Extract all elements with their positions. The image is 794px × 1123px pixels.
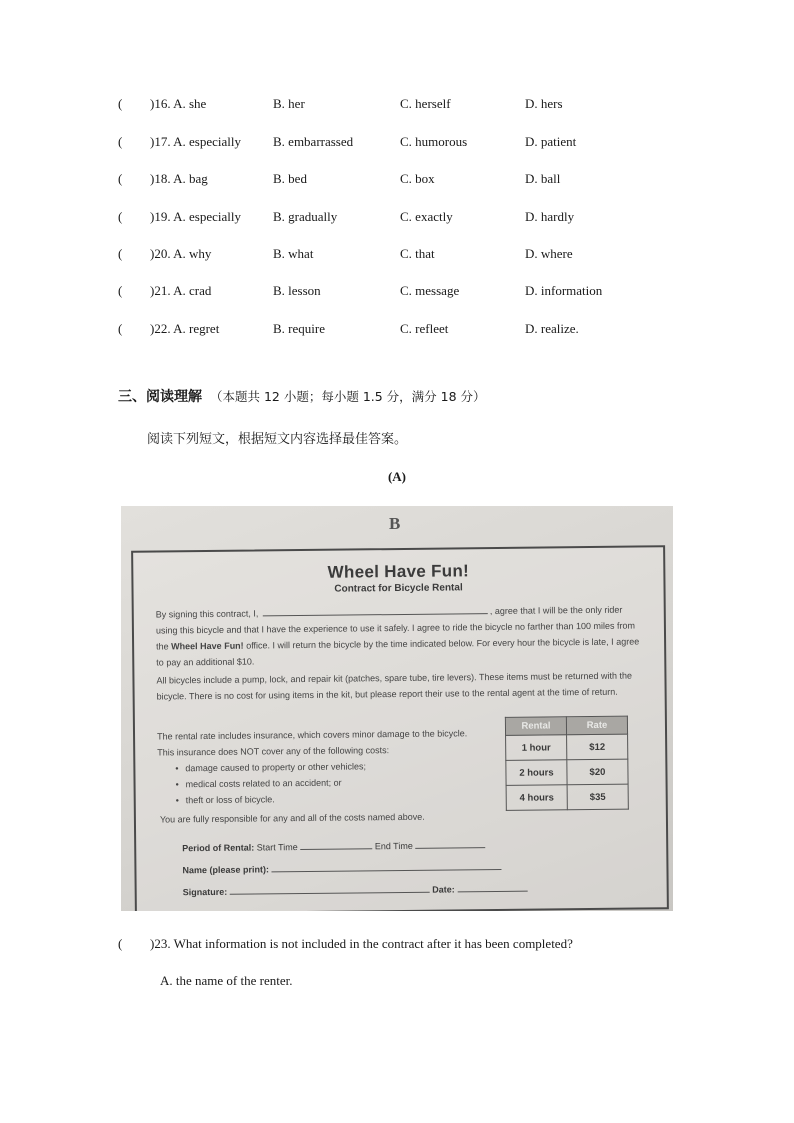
signature-field[interactable] [230,884,430,895]
question-option-b: B. what [273,246,314,261]
p1-after-blank: , agree that I will be the only rider using this bicycle and that I have the experience to use it safely. I agree to ride the bicycle no farther than 100 miles from the [155,604,636,652]
exclusion-list [157,757,497,809]
rental-column-header: Rental [505,717,566,736]
section-title: 三、阅读理解 [118,389,202,405]
answer-paren[interactable]: ( [118,96,123,111]
period-label: Period of Rental: [182,842,255,854]
question-option-b: B. require [273,321,325,336]
table-row [506,734,628,760]
p1-start: By signing this contract, I, [155,608,259,620]
end-time-field[interactable] [415,839,485,849]
question-23-option-a: A. the name of the renter. [160,973,293,988]
name-label: Name (please print): [182,864,270,876]
section-note: （本题共 12 小题；每小题 1.5 分，满分 18 分） [210,389,486,404]
end-time-label: End Time [374,840,413,852]
contract-photo [121,506,673,911]
contract-subtitle: Contract for Bicycle Rental [334,582,463,595]
contract-frame [131,545,669,911]
question-option-c: C. humorous [400,134,468,149]
insurance-line-2: This insurance does NOT cover any of the following costs: [157,745,390,758]
period-line [182,839,485,853]
question-option-c: C. herself [400,96,451,111]
rate-column-header: Rate [566,716,627,735]
brand-name: Wheel Have Fun! [171,640,244,652]
exclusion-item: • theft or loss of bicycle. [178,789,498,808]
insurance-section [157,725,498,809]
section-instruction: 阅读下列短文，根据短文内容选择最佳答案。 [147,432,408,447]
question-option-b: B. gradually [273,209,338,224]
question-option-a: )22. A. regret [150,321,220,336]
question-option-c: C. message [400,283,460,298]
table-row [506,784,628,810]
start-time-field[interactable] [300,840,372,850]
answer-paren[interactable]: ( [118,134,123,149]
section-heading [118,386,486,406]
answer-paren[interactable]: ( [118,936,123,951]
question-option-d: D. patient [525,134,577,149]
contract-paragraph-2: All bicycles include a pump, lock, and repair kit (patches, spare tube, tire levers). These items must be returned with the bicycle. There is no cost for using items in the kit, but please report their use to the rental agent at the time of return. [156,670,633,702]
start-time-label: Start Time [256,842,298,853]
rental-rate: $35 [567,784,628,810]
table-row [506,759,628,785]
question-option-b: B. lesson [273,283,321,298]
question-option-c: C. box [400,171,435,186]
rental-duration: 2 hours [506,760,567,786]
question-option-d: D. ball [525,171,561,186]
question-option-d: D. hardly [525,209,575,224]
signature-line [183,883,528,898]
answer-paren[interactable]: ( [118,321,123,336]
signature-label: Signature: [182,886,228,898]
question-option-a: )16. A. she [150,96,207,111]
question-23-text: )23. What information is not included in the contract after it has been completed? [150,936,573,951]
answer-paren[interactable]: ( [118,171,123,186]
question-option-d: D. information [525,283,603,298]
rental-rate: $12 [567,734,628,760]
date-field[interactable] [457,883,527,893]
rental-duration: 1 hour [506,735,567,761]
passage-label: (A) [387,469,407,484]
question-option-c: C. refleet [400,321,449,336]
renter-name-blank [263,604,488,616]
answer-paren[interactable]: ( [118,209,123,224]
question-option-a: )19. A. especially [150,209,241,224]
date-label: Date: [432,884,455,895]
rental-duration: 4 hours [506,785,567,811]
p1-end: office. I will return the bicycle by the time indicated below. For every hour the bicycle is late, I agree to pay an additional $10. [156,636,640,668]
contract-paragraph-1 [156,601,647,670]
question-option-c: C. exactly [400,209,453,224]
question-option-a: )21. A. crad [150,283,212,298]
answer-paren[interactable]: ( [118,246,123,261]
question-option-d: D. hers [525,96,563,111]
responsibility-note: You are fully responsible for any and all of the costs named above. [159,811,425,825]
name-field[interactable] [271,861,501,872]
question-option-b: B. her [273,96,305,111]
question-option-c: C. that [400,246,435,261]
rate-table-header [505,716,627,735]
question-23 [118,936,573,952]
rental-rate: $20 [567,759,628,785]
question-option-a: )17. A. especially [150,134,241,149]
question-option-a: )18. A. bag [150,171,208,186]
rate-table [505,716,629,811]
name-line [182,861,501,875]
question-option-b: B. bed [273,171,307,186]
exclusion-item: • medical costs related to an accident; or [177,773,497,792]
question-option-b: B. embarrassed [273,134,354,149]
corner-letter: B [389,514,401,533]
question-option-d: D. where [525,246,573,261]
contract-title: Wheel Have Fun! [327,561,470,582]
answer-paren[interactable]: ( [118,283,123,298]
question-option-d: D. realize. [525,321,579,336]
exclusion-item: • damage caused to property or other vehicles; [177,757,497,776]
insurance-line-1: The rental rate includes insurance, which covers minor damage to the bicycle. [157,728,468,742]
question-option-a: )20. A. why [150,246,212,261]
